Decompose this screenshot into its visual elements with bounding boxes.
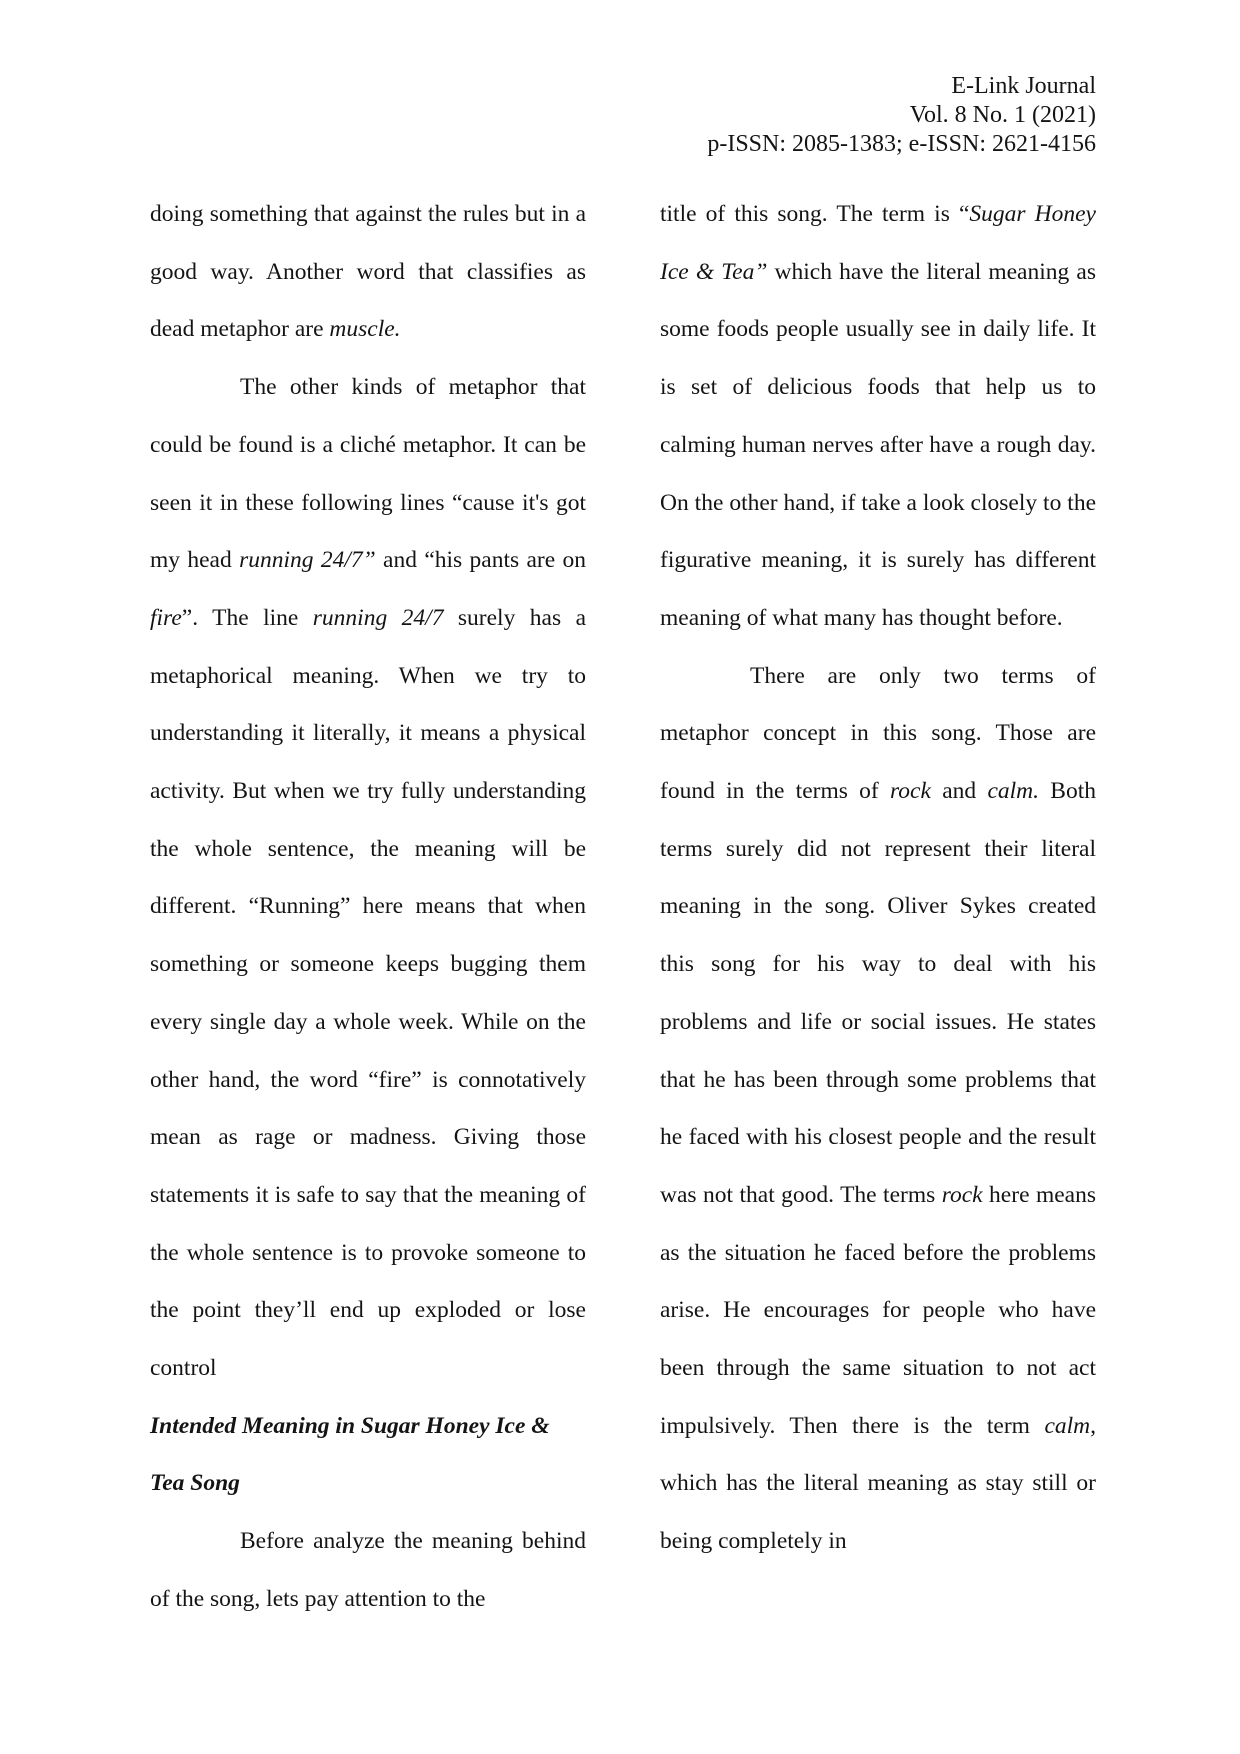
section-heading: Intended Meaning in Sugar Honey Ice & Tea Song	[150, 1412, 550, 1497]
text-run: ”. The line	[181, 604, 313, 631]
text-run: and	[930, 778, 988, 805]
text-run: title of this song. The term is “	[660, 201, 970, 227]
text-run: The other kinds of metaphor that could be found is a cliché metaphor. It can be seen it in these following lines “cause it's got my head	[150, 374, 586, 574]
italic-term: running 24/7”	[239, 547, 376, 574]
text-run: There are only two terms of metaphor concept in this song. Those are found in the terms of	[660, 662, 1096, 805]
paragraph	[660, 648, 1096, 1571]
text-run: surely has a metaphorical meaning. When we try to understanding it literally, it means a physical activity. But when we try fully understanding the whole sentence, the meaning will be different. “Running” here means that when something or someone keeps bugging them every single day a whole week. While on the other hand, the word “fire” is connotatively mean as rage or madness. Giving those statements it is safe to say that the meaning of the whole sentence is to provoke someone to the point they’ll end up exploded or lose control	[150, 604, 586, 1382]
paragraph: Before analyze the meaning behind of the song, lets pay attention to the	[150, 1528, 586, 1612]
paragraph	[660, 186, 1096, 648]
right-column	[660, 186, 1096, 1571]
italic-term: calm,	[1044, 1412, 1096, 1439]
journal-header	[707, 72, 1096, 159]
italic-term: fire	[150, 604, 182, 631]
text-run: and “his pants are on	[375, 547, 586, 574]
text-run: doing something that against the rules but in a good way. Another word that classifies as dead metaphor are	[150, 201, 586, 343]
text-run: which has the literal meaning as stay still or being completely in	[660, 1470, 1096, 1555]
paragraph	[150, 359, 586, 1398]
italic-term: rock	[941, 1181, 983, 1208]
journal-volume: Vol. 8 No. 1 (2021)	[909, 102, 1096, 128]
journal-issn: p-ISSN: 2085-1383; e-ISSN: 2621-4156	[707, 131, 1096, 157]
italic-term: calm.	[987, 778, 1039, 805]
left-column	[150, 186, 586, 1629]
italic-term: rock	[890, 778, 931, 805]
italic-term: running 24/7	[312, 604, 444, 631]
journal-name: E-Link Journal	[951, 73, 1096, 99]
text-run: which have the literal meaning as some foods people usually see in daily life. It is set of delicious foods that help us to calming human nerves after have a rough day. On the other hand, if take a look closely to the figurative meaning, it is surely has different meaning of what many has thought before.	[660, 258, 1096, 631]
text-run: Both terms surely did not represent their literal meaning in the song. Oliver Sykes created this song for his way to deal with his problems and life or social issues. He states that he has been through some problems that he faced with his closest people and the result was not that good. The terms	[660, 778, 1096, 1208]
text-run: here means as the situation he faced before the problems arise. He encourages for people who have been through the same situation to not act impulsively. Then there is the term	[660, 1181, 1096, 1439]
italic-term: Sugar Honey Ice & Tea”	[660, 201, 1096, 285]
italic-term: muscle.	[329, 316, 401, 343]
paragraph	[150, 186, 586, 359]
